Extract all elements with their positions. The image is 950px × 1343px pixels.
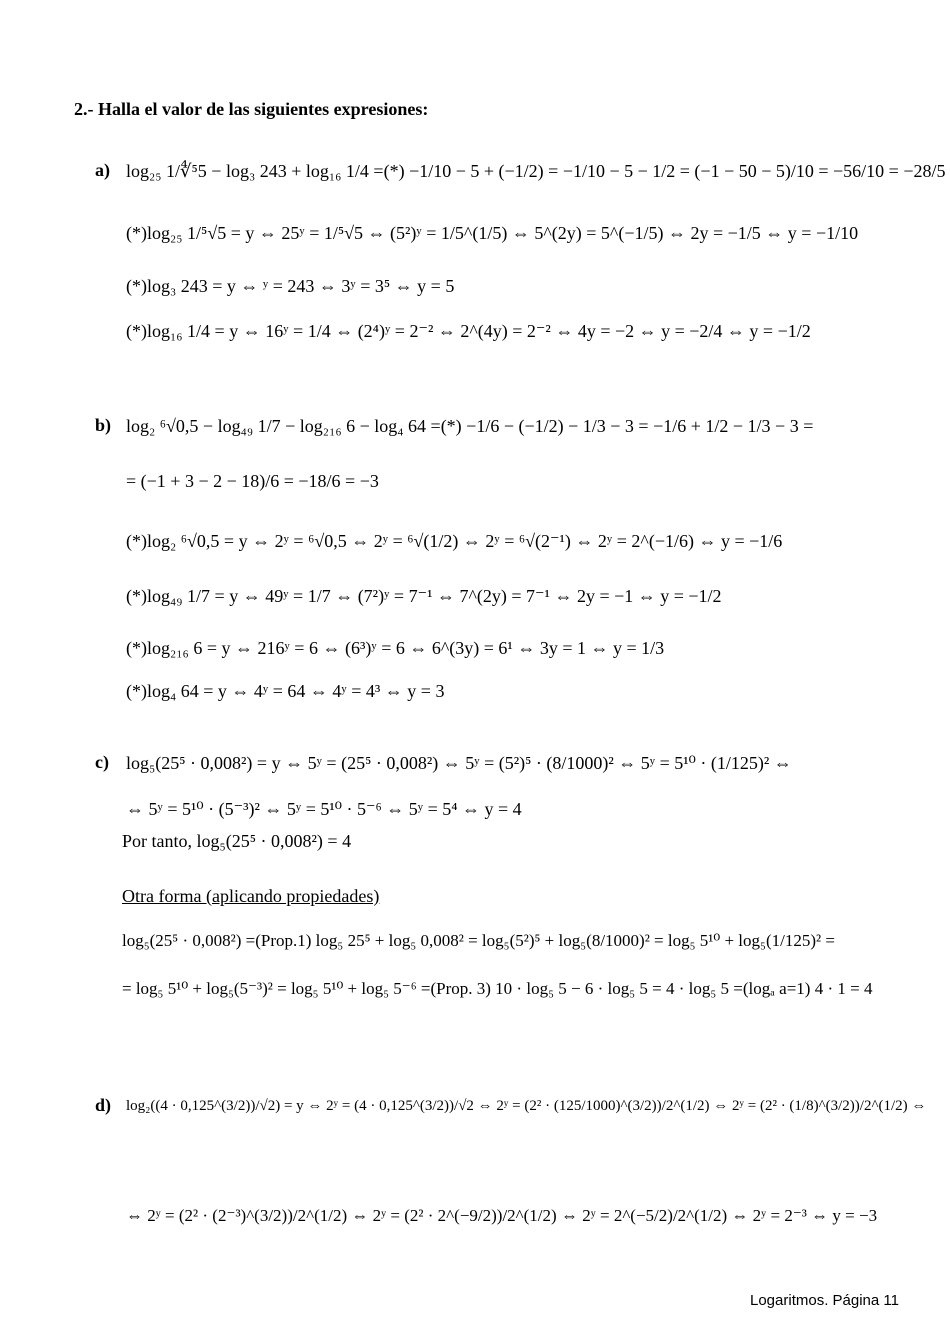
part-b-line-2: = (−1 + 3 − 2 − 18)/6 = −18/6 = −3: [126, 471, 379, 491]
other-way-line-2: = log₅ 5¹⁰ + log₅(5⁻³)² = log₅ 5¹⁰ + log₅ 5⁻⁶ =(Prop. 3) 10 · log₅ 5 − 6 · log₅ 5 = 4 · log₅ 5 =(logₐ a=1) 4 · 1 = 4: [122, 979, 873, 998]
part-d-line-2: ⇔ 2ʸ = (2² · (2⁻³)^(3/2))/2^(1/2) ⇔ 2ʸ = (2² · 2^(−9/2))/2^(1/2) ⇔ 2ʸ = 2^(−5/2)/2^(1/2) ⇔ 2ʸ = 2⁻³ ⇔ y = −3: [126, 1206, 878, 1225]
page-footer: Logaritmos. Página 11: [750, 1292, 899, 1309]
part-d-line-1: log₂((4 · 0,125^(3/2))/√2) = y ⇔ 2ʸ = (4 · 0,125^(3/2))/√2 ⇔ 2ʸ = (2² · (125/1000)^(3/2))/2^(1/2) ⇔ 2ʸ = (2² · (1/8)^(3/2))/2^(1/2) ⇔: [126, 1098, 927, 1114]
part-c-label: c): [95, 752, 109, 772]
part-b-line-3: (*)log₂ ⁶√0,5 = y ⇔ 2ʸ = ⁶√0,5 ⇔ 2ʸ = ⁶√(1/2) ⇔ 2ʸ = ⁶√(2⁻¹) ⇔ 2ʸ = 2^(−1/6) ⇔ y = −1/6: [126, 531, 783, 551]
part-b-line-5: (*)log₂₁₆ 6 = y ⇔ 216ʸ = 6 ⇔ (6³)ʸ = 6 ⇔ 6^(3y) = 6¹ ⇔ 3y = 1 ⇔ y = 1/3: [126, 638, 665, 658]
part-b-line-6: (*)log₄ 64 = y ⇔ 4ʸ = 64 ⇔ 4ʸ = 4³ ⇔ y = 3: [126, 681, 445, 701]
part-a-label: a): [95, 160, 110, 180]
other-way-line-1: log₅(25⁵ · 0,008²) =(Prop.1) log₅ 25⁵ + log₅ 0,008² = log₅(5²)⁵ + log₅(8/1000)² = log₅ 5¹⁰ + log₅(1/125)² =: [122, 931, 835, 950]
part-c-line-1: log₅(25⁵ · 0,008²) = y ⇔ 5ʸ = (25⁵ · 0,008²) ⇔ 5ʸ = (5²)⁵ · (8/1000)² ⇔ 5ʸ = 5¹⁰ · (1/125)² ⇔: [126, 753, 792, 773]
exercise-title: 2.- Halla el valor de las siguientes expresiones:: [74, 99, 429, 119]
part-d-label: d): [95, 1095, 112, 1115]
part-c-conclusion: Por tanto, log₅(25⁵ · 0,008²) = 4: [122, 831, 352, 851]
part-a-line-2: (*)log₂₅ 1/⁵√5 = y ⇔ 25ʸ = 1/⁵√5 ⇔ (5²)ʸ = 1/5^(1/5) ⇔ 5^(2y) = 5^(−1/5) ⇔ 2y = −1/5 ⇔ y = −1/10: [126, 223, 859, 243]
part-a-line-3: (*)log₃ 243 = y ⇔ ʸ = 243 ⇔ 3ʸ = 3⁵ ⇔ y = 5: [126, 276, 455, 296]
other-way-title: Otra forma (aplicando propiedades): [122, 886, 380, 906]
part-b-line-4: (*)log₄₉ 1/7 = y ⇔ 49ʸ = 1/7 ⇔ (7²)ʸ = 7⁻¹ ⇔ 7^(2y) = 7⁻¹ ⇔ 2y = −1 ⇔ y = −1/2: [126, 586, 722, 606]
part-a-line-1: log₂₅ 1/∜⁵5 − log₃ 243 + log₁₆ 1/4 =(*) −1/10 − 5 + (−1/2) = −1/10 − 5 − 1/2 = (−1 − 50 − 5)/10 = −56/10 = −28/5: [126, 161, 946, 181]
part-b-line-1: log₂ ⁶√0,5 − log₄₉ 1/7 − log₂₁₆ 6 − log₄ 64 =(*) −1/6 − (−1/2) − 1/3 − 3 = −1/6 + 1/2 − 1/3 − 3 =: [126, 416, 814, 436]
part-a-line-4: (*)log₁₆ 1/4 = y ⇔ 16ʸ = 1/4 ⇔ (2⁴)ʸ = 2⁻² ⇔ 2^(4y) = 2⁻² ⇔ 4y = −2 ⇔ y = −2/4 ⇔ y = −1/2: [126, 321, 811, 341]
part-c-line-2: ⇔ 5ʸ = 5¹⁰ · (5⁻³)² ⇔ 5ʸ = 5¹⁰ · 5⁻⁶ ⇔ 5ʸ = 5⁴ ⇔ y = 4: [126, 799, 522, 819]
part-b-label: b): [95, 415, 112, 435]
